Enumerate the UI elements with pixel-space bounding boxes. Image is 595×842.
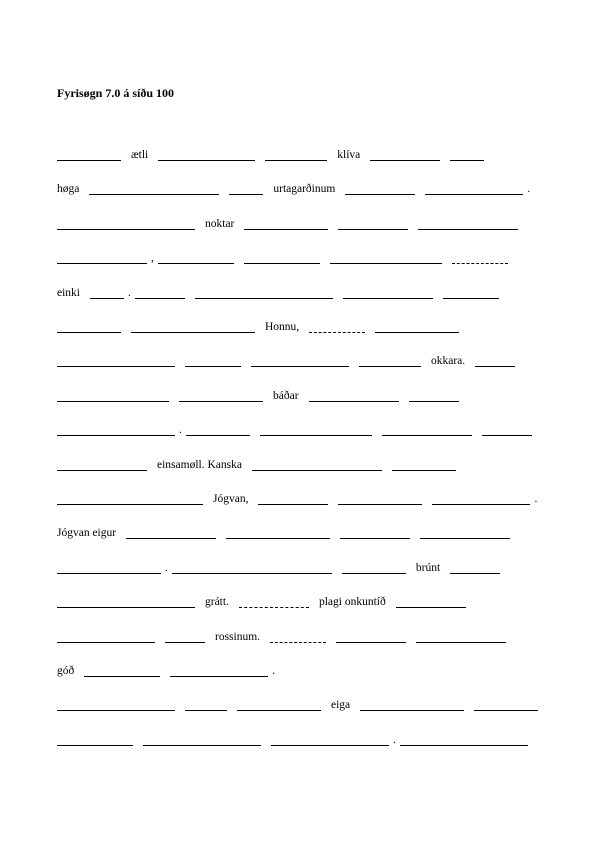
worksheet-line — [57, 698, 539, 714]
answer-blank[interactable] — [482, 423, 532, 436]
answer-blank[interactable] — [340, 526, 410, 539]
prompt-text: . — [272, 665, 276, 677]
answer-blank[interactable] — [186, 423, 250, 436]
answer-blank[interactable] — [252, 458, 382, 471]
prompt-text: Jógvan, — [213, 493, 249, 505]
answer-blank[interactable] — [57, 389, 169, 402]
answer-blank[interactable] — [474, 698, 538, 711]
worksheet-line — [57, 561, 539, 577]
answer-blank[interactable] — [57, 217, 195, 230]
answer-blank[interactable] — [57, 733, 133, 746]
answer-blank[interactable] — [452, 251, 508, 264]
answer-blank[interactable] — [57, 148, 121, 161]
answer-blank[interactable] — [165, 630, 205, 643]
worksheet-line — [57, 286, 539, 302]
worksheet-line — [57, 630, 539, 646]
prompt-text: urtagarðinum — [273, 183, 336, 195]
prompt-text: . — [128, 287, 131, 299]
worksheet-line — [57, 320, 539, 336]
answer-blank[interactable] — [450, 148, 484, 161]
worksheet-line — [57, 182, 539, 198]
answer-blank[interactable] — [185, 354, 241, 367]
answer-blank[interactable] — [309, 389, 399, 402]
prompt-text: høga — [57, 183, 80, 195]
answer-blank[interactable] — [409, 389, 459, 402]
answer-blank[interactable] — [172, 561, 332, 574]
prompt-text: . — [534, 493, 538, 505]
worksheet-line — [57, 664, 539, 680]
prompt-text: plagi onkuntíð — [318, 596, 386, 608]
answer-blank[interactable] — [244, 217, 328, 230]
answer-blank[interactable] — [271, 733, 389, 746]
answer-blank[interactable] — [342, 561, 406, 574]
answer-blank[interactable] — [345, 182, 415, 195]
answer-blank[interactable] — [126, 526, 216, 539]
answer-blank[interactable] — [400, 733, 528, 746]
prompt-text: einsamøll. Kanska — [157, 459, 242, 471]
answer-blank[interactable] — [418, 217, 518, 230]
prompt-text: góð — [57, 665, 75, 677]
worksheet-line — [57, 492, 539, 508]
answer-blank[interactable] — [57, 458, 147, 471]
prompt-text: noktar — [205, 218, 235, 230]
answer-blank[interactable] — [425, 182, 523, 195]
prompt-text: eiga — [331, 699, 351, 711]
prompt-text: rossinum. — [215, 631, 261, 643]
worksheet-line — [57, 354, 539, 370]
answer-blank[interactable] — [330, 251, 442, 264]
answer-blank[interactable] — [416, 630, 506, 643]
answer-blank[interactable] — [270, 630, 326, 643]
prompt-text: . — [165, 562, 168, 574]
answer-blank[interactable] — [57, 423, 175, 436]
answer-blank[interactable] — [396, 595, 466, 608]
worksheet-line — [57, 217, 539, 233]
worksheet-line — [57, 251, 539, 267]
answer-blank[interactable] — [57, 595, 195, 608]
answer-blank[interactable] — [185, 698, 227, 711]
answer-blank[interactable] — [239, 595, 309, 608]
answer-blank[interactable] — [260, 423, 372, 436]
prompt-text: Jógvan eigur — [57, 527, 117, 539]
prompt-text: grátt. — [205, 596, 229, 608]
worksheet-line — [57, 458, 539, 474]
worksheet-line — [57, 423, 539, 439]
answer-blank[interactable] — [375, 320, 459, 333]
answer-blank[interactable] — [90, 286, 124, 299]
answer-blank[interactable] — [57, 251, 147, 264]
prompt-text: einki — [57, 287, 80, 299]
worksheet-line — [57, 148, 539, 164]
answer-blank[interactable] — [195, 286, 333, 299]
prompt-text: . — [179, 424, 182, 436]
answer-blank[interactable] — [158, 148, 255, 161]
answer-blank[interactable] — [265, 148, 327, 161]
prompt-text: , — [151, 252, 154, 264]
answer-blank[interactable] — [229, 182, 263, 195]
answer-blank[interactable] — [84, 664, 160, 677]
worksheet-line — [57, 733, 539, 749]
answer-blank[interactable] — [57, 698, 175, 711]
answer-blank[interactable] — [158, 251, 234, 264]
answer-blank[interactable] — [392, 458, 456, 471]
answer-blank[interactable] — [343, 286, 433, 299]
answer-blank[interactable] — [57, 561, 161, 574]
answer-blank[interactable] — [309, 320, 365, 333]
answer-blank[interactable] — [135, 286, 185, 299]
prompt-text: báðar — [273, 390, 299, 402]
prompt-text: klíva — [337, 149, 361, 161]
answer-blank[interactable] — [170, 664, 268, 677]
answer-blank[interactable] — [338, 217, 408, 230]
prompt-text: Honnu, — [265, 321, 300, 333]
prompt-text: ætli — [131, 149, 149, 161]
answer-blank[interactable] — [143, 733, 261, 746]
answer-blank[interactable] — [57, 630, 155, 643]
answer-blank[interactable] — [244, 251, 320, 264]
answer-blank[interactable] — [258, 492, 328, 505]
answer-blank[interactable] — [237, 698, 321, 711]
worksheet-line — [57, 595, 539, 611]
answer-blank[interactable] — [57, 320, 121, 333]
answer-blank[interactable] — [131, 320, 255, 333]
answer-blank[interactable] — [360, 698, 464, 711]
answer-blank[interactable] — [57, 492, 203, 505]
answer-blank[interactable] — [450, 561, 500, 574]
answer-blank[interactable] — [443, 286, 499, 299]
answer-blank[interactable] — [432, 492, 530, 505]
answer-blank[interactable] — [179, 389, 263, 402]
answer-blank[interactable] — [359, 354, 421, 367]
answer-blank[interactable] — [251, 354, 349, 367]
prompt-text: . — [393, 734, 396, 746]
prompt-text: brúnt — [415, 562, 441, 574]
page-title: Fyrisøgn 7.0 á síðu 100 — [57, 86, 175, 100]
answer-blank[interactable] — [475, 354, 515, 367]
answer-blank[interactable] — [370, 148, 440, 161]
prompt-text: . — [527, 183, 531, 195]
answer-blank[interactable] — [57, 354, 175, 367]
prompt-text: okkara. — [431, 355, 466, 367]
answer-blank[interactable] — [338, 492, 422, 505]
answer-blank[interactable] — [420, 526, 510, 539]
answer-blank[interactable] — [226, 526, 330, 539]
worksheet-line — [57, 389, 539, 405]
answer-blank[interactable] — [382, 423, 472, 436]
answer-blank[interactable] — [89, 182, 219, 195]
answer-blank[interactable] — [336, 630, 406, 643]
worksheet-line — [57, 526, 539, 542]
